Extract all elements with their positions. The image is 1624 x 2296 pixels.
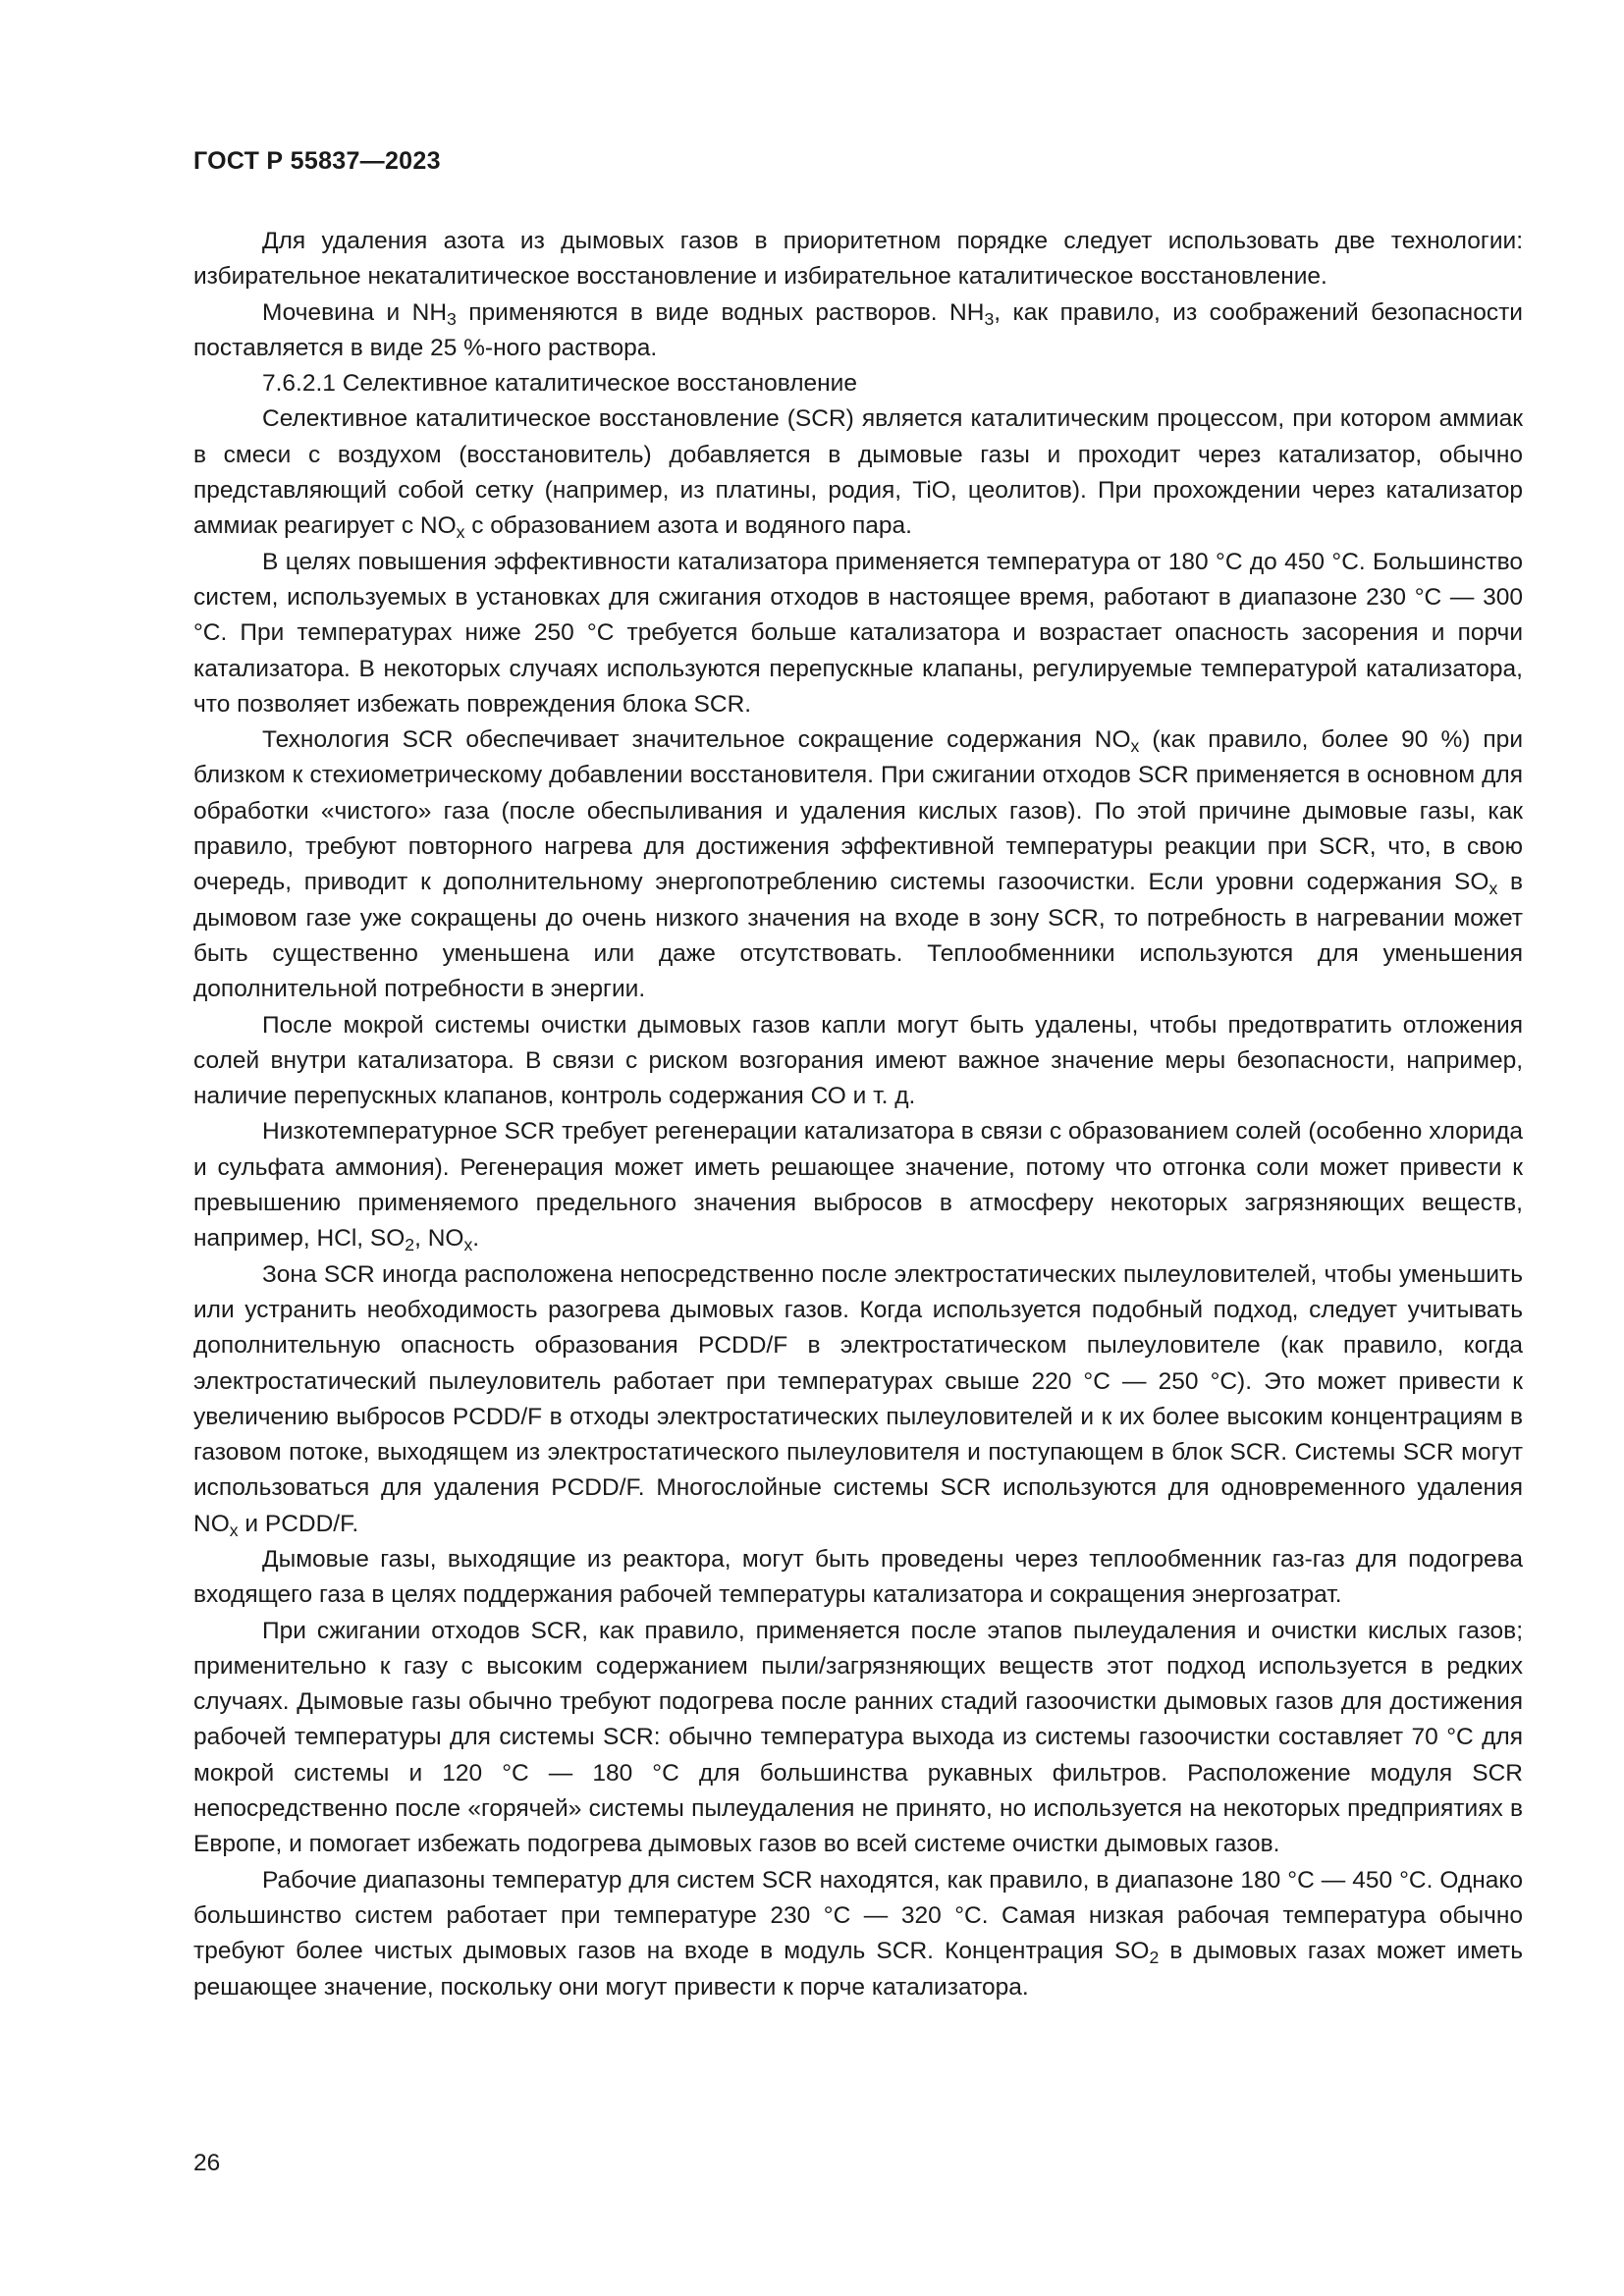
document-header: ГОСТ Р 55837—2023 (193, 147, 441, 175)
section-heading: 7.6.2.1 Селективное каталитическое восстановление (262, 370, 857, 398)
paragraph: Мочевина и $NH_3$ применяются в виде водных растворов. $NH_3$, как правило, из соображений безопасности поставляется в виде 25 %-ного раствора. (193, 298, 1523, 361)
paragraph: Рабочие диапазоны температур для систем SCR находятся, как правило, в диапазоне 180 °С — 450 °С. Однако большинство систем работает при температуре 230 °С — 320 °С. Самая низкая рабочая температура обычно требуют более чистых дымовых газов на входе в модуль SCR. Концентрация $SO_2$ в дымовых газах может иметь решающее значение, поскольку они могут привести к порче катализатора. (193, 1866, 1523, 2001)
document-body (193, 224, 1523, 2005)
paragraph: Для удаления азота из дымовых газов в приоритетном порядке следует использовать две технологии: избирательное некаталитическое восстановление и избирательное каталитическое восстановление. (193, 228, 1523, 291)
paragraph: Технология SCR обеспечивает значительное сокращение содержания $NO_x$ (как правило, более 90 %) при близком к стехиометрическому добавлении восстановителя. При сжигании отходов SCR применяется в основном для обработки «чистого» газа (после обеспыливания и удаления кислых газов). По этой причине дымовые газы, как правило, требуют повторного нагрева для достижения эффективной температуры реакции при SCR, что, в свою очередь, приводит к дополнительному энергопотреблению системы газоочистки. Если уровни содержания $SO_x$ в дымовом газе уже сокращены до очень низкого значения на входе в зону SCR, то потребность в нагревании может быть существенно уменьшена или даже отсутствовать. Теплообменники используются для уменьшения дополнительной потребности в энергии. (193, 726, 1523, 1003)
paragraph: В целях повышения эффективности катализатора применяется температура от 180 °С до 450 °С. Большинство систем, используемых в установках для сжигания отходов в настоящее время, работают в диапазоне 230 °С — 300 °С. При температурах ниже 250 °С требуется больше катализатора и возрастает опасность засорения и порчи катализатора. В некоторых случаях используются перепускные клапаны, регулируемые температурой катализатора, что позволяет избежать повреждения блока SCR. (193, 548, 1523, 718)
paragraph: Низкотемпературное SCR требует регенерации катализатора в связи с образованием солей (особенно хлорида и сульфата аммония). Регенерация может иметь решающее значение, потому что отгонка соли может привести к превышению применяемого предельного значения выбросов в атмосферу некоторых загрязняющих веществ, например, HCl, $SO_2$, $NO_x$. (193, 1118, 1523, 1255)
paragraph: После мокрой системы очистки дымовых газов капли могут быть удалены, чтобы предотвратить отложения солей внутри катализатора. В связи с риском возгорания имеют важное значение меры безопасности, например, наличие перепускных клапанов, контроль содержания СО и т. д. (193, 1011, 1523, 1110)
page-number: 26 (193, 2150, 221, 2176)
paragraph: Селективное каталитическое восстановление (SCR) является каталитическим процессом, при котором аммиак в смеси с воздухом (восстановитель) добавляется в дымовые газы и проходит через катализатор, обычно представляющий собой сетку (например, из платины, родия, TiO, цеолитов). При прохождении через катализатор аммиак реагирует с $NO_x$ с образованием азота и водяного пара. (193, 405, 1523, 543)
paragraph: При сжигании отходов SCR, как правило, применяется после этапов пылеудаления и очистки кислых газов; применительно к газу с высоким содержанием пыли/загрязняющих веществ этот подход используется в редких случаях. Дымовые газы обычно требуют подогрева после ранних стадий газоочистки дымовых газов для достижения рабочей температуры для системы SCR: обычно температура выхода из системы газоочистки составляет 70 °С для мокрой системы и 120 °С — 180 °С для большинства рукавных фильтров. Расположение модуля SCR непосредственно после «горячей» системы пылеудаления не принято, но используется на некоторых предприятиях в Европе, и помогает избежать подогрева дымовых газов во всей системе очистки дымовых газов. (193, 1617, 1523, 1858)
paragraph: Дымовые газы, выходящие из реактора, могут быть проведены через теплообменник газ-газ для подогрева входящего газа в целях поддержания рабочей температуры катализатора и сокращения энергозатрат. (193, 1545, 1523, 1609)
paragraph: Зона SCR иногда расположена непосредственно после электростатических пылеуловителей, чтобы уменьшить или устранить необходимость разогрева дымовых газов. Когда используется подобный подход, следует учитывать дополнительную опасность образования PCDD/F в электростатическом пылеуловителе (как правило, когда электростатический пылеуловитель работает при температурах свыше 220 °С — 250 °С). Это может привести к увеличению выбросов PCDD/F в отходы электростатических пылеуловителей и к их более высоким концентрациям в газовом потоке, выходящем из электростатического пылеуловителя и поступающем в блок SCR. Системы SCR могут использоваться для удаления PCDD/F. Многослойные системы SCR используются для одновременного удаления $NO_x$ и PCDD/F. (193, 1260, 1523, 1540)
